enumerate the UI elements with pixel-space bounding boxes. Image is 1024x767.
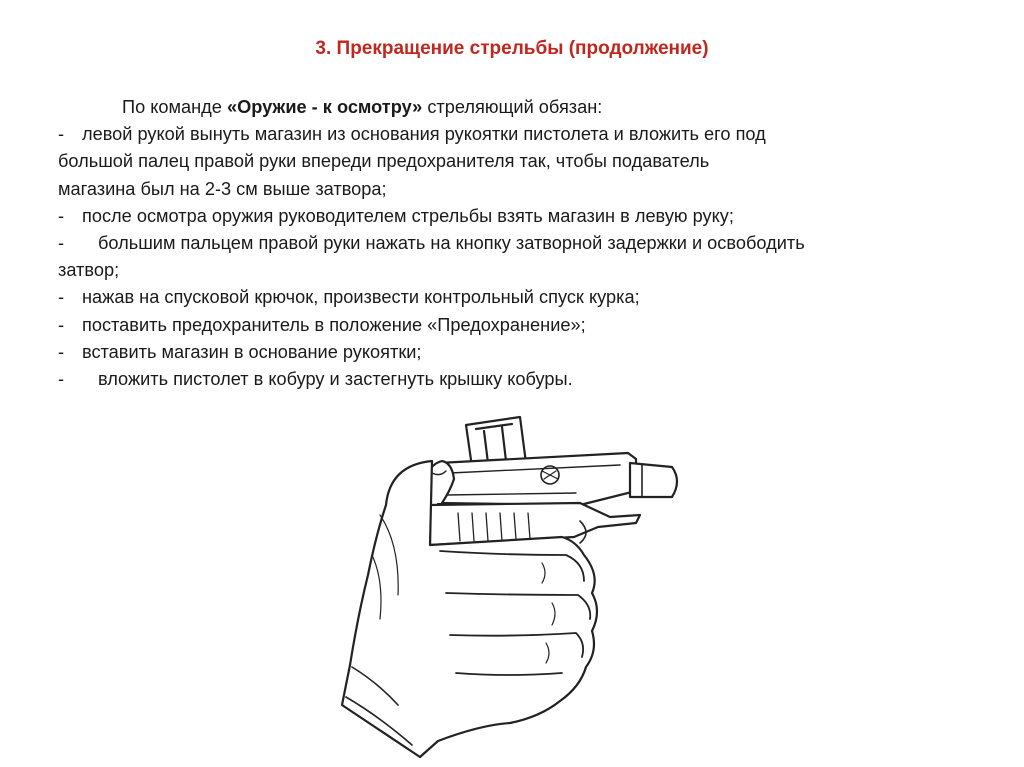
command-phrase: «Оружие - к осмотру» xyxy=(226,97,423,117)
list-item-text: большой палец правой руки впереди предохранителя так, чтобы подаватель xyxy=(58,151,710,172)
list-item-text: левой рукой вынуть магазин из основания рукоятки пистолета и вложить его под xyxy=(82,124,766,145)
list-item-text: большим пальцем правой руки нажать на кнопку затворной задержки и освободить xyxy=(98,233,805,254)
pistol-barrel-shape xyxy=(630,463,677,497)
instruction-text xyxy=(58,94,958,393)
bullet-dash: - xyxy=(58,287,65,308)
slide-title: 3. Прекращение стрельбы (продолжение) xyxy=(315,38,709,59)
list-item xyxy=(58,121,958,148)
list-item-continuation xyxy=(58,257,958,284)
list-item xyxy=(58,203,958,230)
pistol-slide-shape xyxy=(438,453,636,505)
list-item xyxy=(58,366,958,393)
bullet-dash: - xyxy=(58,314,65,335)
intro-line xyxy=(58,94,958,121)
intro-after: стреляющий обязан: xyxy=(422,97,603,117)
list-item-continuation xyxy=(58,176,958,203)
list-item xyxy=(58,230,958,257)
list-item xyxy=(58,339,958,366)
list-item-text: поставить предохранитель в положение «Предохранение»; xyxy=(82,314,586,335)
bullet-dash: - xyxy=(58,124,65,145)
hand-holding-pistol-illustration xyxy=(280,405,700,760)
list-item-text: после осмотра оружия руководителем стрельбы взять магазин в левую руку; xyxy=(82,205,734,226)
list-item-text: нажав на спусковой крючок, произвести контрольный спуск курка; xyxy=(82,287,640,308)
list-item xyxy=(58,284,958,311)
list-item-text: вставить магазин в основание рукоятки; xyxy=(82,341,422,362)
bullet-dash: - xyxy=(58,341,65,362)
bullet-dash: - xyxy=(58,233,65,254)
bullet-dash: - xyxy=(58,205,65,226)
list-item-text: вложить пистолет в кобуру и застегнуть крышку кобуры. xyxy=(98,369,573,390)
intro-before: По команде xyxy=(122,97,227,117)
list-item-text: затвор; xyxy=(58,260,120,281)
list-item-continuation xyxy=(58,148,958,175)
list-item-text: магазина был на 2-3 см выше затвора; xyxy=(58,178,387,199)
bullet-dash: - xyxy=(58,369,65,390)
list-item xyxy=(58,312,958,339)
